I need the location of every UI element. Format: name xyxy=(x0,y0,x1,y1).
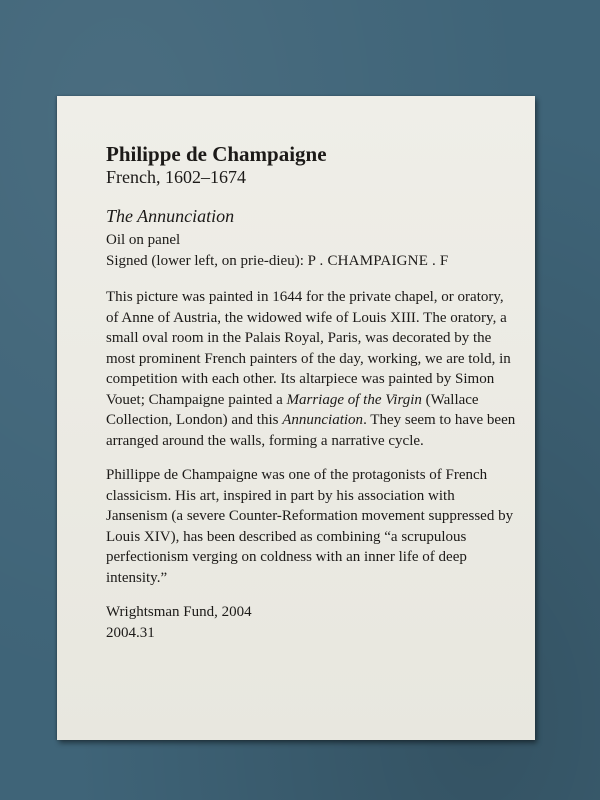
paragraph-1-text-c: . They seem to have been arranged around the walls, forming a narrative cycle. xyxy=(106,412,516,449)
artist-name: Philippe de Champaigne xyxy=(106,142,327,166)
paragraph-1-italic-marriage: Marriage of the Virgin xyxy=(286,391,422,408)
museum-label-card xyxy=(57,96,535,740)
signature-text: P . CHAMPAIGNE . F xyxy=(307,253,449,269)
paragraph-1-text-a: This picture was painted in 1644 for the private chapel, or oratory, of Anne of Austria, the widowed wife of Louis XIII. The oratory, a small oval room in the Palais Royal, Paris, was decorated by the most prominent French painters of the day, working, we are told, in competition with each other. Its altarpiece was painted by Simon Vouet; Champaigne painted a xyxy=(106,289,511,408)
artist-nationality-dates: French, 1602–1674 xyxy=(106,167,246,187)
description-paragraph-1 xyxy=(106,287,516,451)
credit-line: Wrightsman Fund, 2004 xyxy=(106,604,252,620)
label-content xyxy=(106,142,516,643)
paragraph-1-italic-annunciation: Annunciation xyxy=(282,412,364,428)
accession-number: 2004.31 xyxy=(106,624,155,641)
artwork-medium: Oil on panel xyxy=(106,232,181,248)
signature-info xyxy=(106,251,516,272)
description-paragraph-2: Phillippe de Champaigne was one of the protagonists of French classicism. His art, inspired in part by his association with Jansenism (a severe Counter-Reformation movement suppressed by Louis XIV), has been described as combining “a scrupulous perfectionism verging on coldness with an inner life of deep intensity.” xyxy=(106,467,514,586)
signature-prefix: Signed (lower left, on prie-dieu): xyxy=(106,253,308,269)
artwork-title: The Annunciation xyxy=(106,206,235,226)
paragraph-1-text-b: (Wallace Collection, London) and this xyxy=(106,391,479,428)
